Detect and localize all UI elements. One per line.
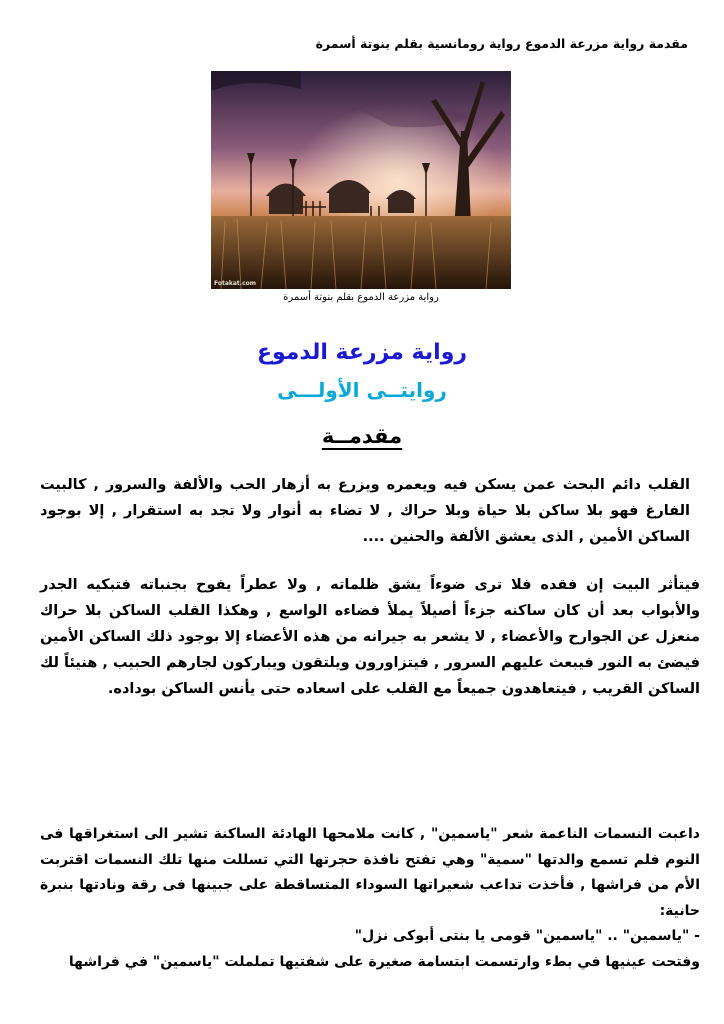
image-caption: رواية مزرعة الدموع بقلم بنوتة أسمرة bbox=[283, 292, 439, 303]
page-header: مقدمة رواية مزرعة الدموع رواية رومانسية بقلم بنوتة أسمرة bbox=[315, 36, 688, 51]
novel-title: رواية مزرعة الدموع bbox=[256, 340, 468, 365]
story-paragraph-3: وفتحت عينيها في بطء وارتسمت ابتسامة صغيرة على شفتيها تململت "ياسمين" في فراشها bbox=[68, 953, 700, 970]
story-text bbox=[40, 822, 700, 975]
intro-paragraph-1: القلب دائم البحث عمن يسكن فيه ويعمره ويزرع به أزهار الحب والألفة والسرور , كالبيت الفارغ فهو بلا ساكن بلا حياة وبلا حراك , لا تضاء به أنوار ولا تجد به استقرار , إلا بوجود الساكن الأمين , الذى يعشق الألفة والحنين .... bbox=[40, 477, 690, 545]
intro-heading-text: مقدمــة bbox=[321, 424, 403, 448]
story-paragraph-1: داعبت النسمات الناعمة شعر "ياسمين" , كانت ملامحها الهادئة الساكنة تشير الى استغراقها فى النوم فلم تسمع والدتها "سمية" وهي تفتح نافذة حجرتها التي تسللت منها تلك النسمات اقتربت الأم من فراشها , فأخذت تداعب شعيراتها السوداء المتساقطة على جبينها فى رقة ونادتها بنبرة حانية: bbox=[40, 826, 700, 919]
intro-heading bbox=[0, 424, 724, 448]
cover-image bbox=[211, 71, 511, 289]
image-watermark: Fotakat.com bbox=[214, 280, 257, 287]
novel-subtitle: روايتــى الأولـــى bbox=[277, 378, 447, 402]
intro-paragraph-2: فيتأثر البيت إن فقده فلا ترى ضوءاً يشق ظلماته , ولا عطراً يفوح بجنباته فتبكيه الجدر والأبواب بعد أن كان ساكنه جزءاً أصيلاً يملأ فضاءه الواسع , وهكذا القلب الساكن بلا حراك منعزل عن الجوارح والأعضاء , لا يشعر به جيرانه من هذه الأعضاء إلا بوجود ذلك الساكن الأمين فيضئ به النور فيبعث عليهم السرور , فيتزاورون ويلتقون ويباركون لجارهم الحبيب , هنيئاً لك الساكن القريب , فيتعاهدون جميعاً مع القلب على اسعاده حتى يأنس الساكن بوداده. bbox=[40, 577, 700, 697]
story-paragraph-2: - "ياسمين" .. "ياسمين" قومى يا بنتى أبوكى نزل" bbox=[354, 928, 700, 944]
